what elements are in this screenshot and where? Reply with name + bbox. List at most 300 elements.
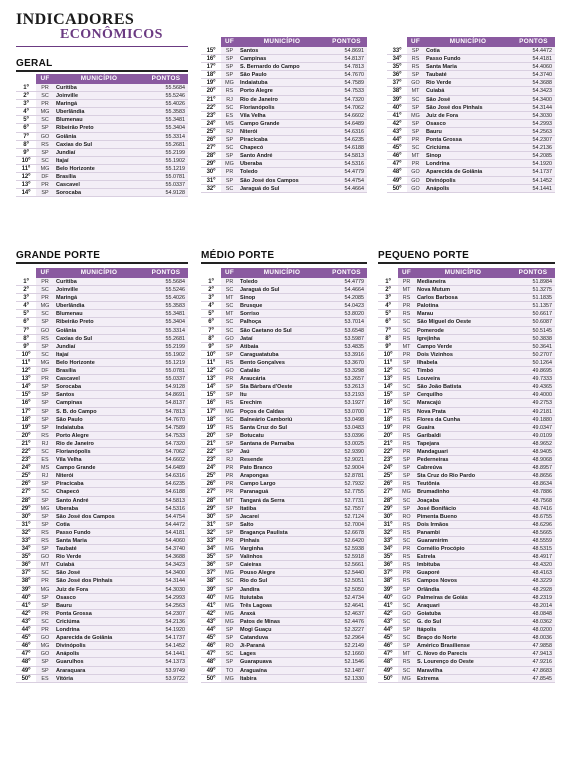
municipio-cell: Osasco <box>424 120 512 127</box>
rank-cell: 6º <box>23 125 29 132</box>
municipio-cell: Vila Velha <box>54 456 144 463</box>
municipio-cell: Passo Fundo <box>424 55 512 62</box>
header-rank <box>201 268 221 278</box>
table-row <box>201 120 367 128</box>
municipio-cell: Curitiba <box>54 84 144 91</box>
municipio-cell: Jundiaí <box>54 149 144 156</box>
header-municipio: MUNICÍPIO <box>238 268 326 278</box>
pontos-cell: 53.4835 <box>326 343 367 350</box>
pontos-cell: 54.8137 <box>326 55 367 62</box>
table-row <box>378 318 555 326</box>
municipio-cell: Estrela <box>415 553 511 560</box>
rank-cell: 37º <box>21 570 31 577</box>
table-row <box>16 391 188 399</box>
rank-cell: 23º <box>206 457 216 464</box>
pontos-cell: 52.5050 <box>326 586 367 593</box>
municipio-cell: São José dos Pinhais <box>424 104 512 111</box>
table-header <box>201 37 367 47</box>
pontos-cell: 54.2136 <box>512 144 555 151</box>
uf-cell: PR <box>398 448 415 455</box>
rank-cell: 36º <box>21 562 31 569</box>
table-row <box>16 667 188 675</box>
pontos-cell: 49.1880 <box>511 416 555 423</box>
rank-cell: 49º <box>206 667 216 674</box>
rank-cell: 17º <box>21 408 31 415</box>
municipio-cell: São Paulo <box>54 416 144 423</box>
municipio-cell: Itatiba <box>238 505 326 512</box>
rank-cell: 26º <box>21 481 31 488</box>
header-municipio: MUNICÍPIO <box>54 74 144 84</box>
table-row <box>387 160 555 168</box>
pontos-cell: 55.3404 <box>144 124 188 131</box>
uf-cell: SP <box>36 497 54 504</box>
pontos-cell: 50.5145 <box>511 327 555 334</box>
uf-cell: ES <box>36 675 54 682</box>
municipio-cell: Paranaguá <box>238 488 326 495</box>
uf-cell: MG <box>36 505 54 512</box>
municipio-cell: S. B. do Campo <box>54 408 144 415</box>
rank-cell: 15º <box>206 48 216 54</box>
pontos-cell: 49.2753 <box>511 399 555 406</box>
rank-cell: 39º <box>392 96 402 103</box>
municipio-cell: Vitória <box>54 675 144 682</box>
uf-cell: SC <box>398 537 415 544</box>
table-row <box>201 359 367 367</box>
rank-cell: 30º <box>21 513 31 520</box>
page-title <box>16 12 163 42</box>
uf-cell: MG <box>398 488 415 495</box>
municipio-cell: Goiânia <box>54 133 144 140</box>
pontos-cell: 52.1660 <box>326 650 367 657</box>
rank-cell: 22º <box>21 448 31 455</box>
table-row <box>201 650 367 658</box>
municipio-cell: Toledo <box>238 278 326 285</box>
municipio-cell: Piracicaba <box>238 136 326 143</box>
uf-cell: RS <box>398 480 415 487</box>
municipio-cell: Maringá <box>54 294 144 301</box>
uf-cell: RS <box>36 537 54 544</box>
rank-cell: 16º <box>206 400 216 407</box>
municipio-cell: Florianópolis <box>238 104 326 111</box>
ranking-table-pequeno <box>378 268 555 683</box>
uf-cell: PR <box>36 375 54 382</box>
rank-cell: 48º <box>21 659 31 666</box>
uf-cell: SP <box>36 602 54 609</box>
pontos-cell: 52.8781 <box>326 472 367 479</box>
table-row <box>201 343 367 351</box>
municipio-cell: São José dos Campos <box>54 513 144 520</box>
pontos-cell: 54.6316 <box>144 472 188 479</box>
uf-cell: PR <box>398 302 415 309</box>
pontos-cell: 53.3670 <box>326 359 367 366</box>
pontos-cell: 52.7557 <box>326 505 367 512</box>
pontos-cell: 52.4734 <box>326 594 367 601</box>
rank-cell: 47º <box>206 651 216 658</box>
pontos-cell: 54.7589 <box>144 424 188 431</box>
uf-cell: PR <box>221 375 238 382</box>
municipio-cell: Campo Grande <box>238 120 326 127</box>
uf-cell: PR <box>221 488 238 495</box>
municipio-cell: Pimenta Bueno <box>415 513 511 520</box>
uf-cell: PR <box>221 537 238 544</box>
municipio-cell: Uberaba <box>54 505 144 512</box>
municipio-cell: Pato Branco <box>238 464 326 471</box>
table-row <box>378 310 555 318</box>
table-row <box>16 351 188 359</box>
rank-cell: 38º <box>206 578 216 585</box>
rank-cell: 5º <box>385 311 391 318</box>
uf-cell: SP <box>398 391 415 398</box>
rank-cell: 43º <box>383 618 393 625</box>
table-header <box>387 37 555 47</box>
municipio-cell: Goiânia <box>54 327 144 334</box>
municipio-cell: Américo Brasiliense <box>415 642 511 649</box>
uf-cell: PR <box>221 278 238 285</box>
rank-cell: 14º <box>21 384 31 391</box>
uf-cell: RS <box>398 553 415 560</box>
table-row <box>201 610 367 618</box>
municipio-cell: Campos Novos <box>415 577 511 584</box>
table-row <box>201 472 367 480</box>
table-row <box>16 141 188 149</box>
pontos-cell: 54.4060 <box>144 537 188 544</box>
pontos-cell: 54.1920 <box>512 160 555 167</box>
municipio-cell: Cotia <box>424 47 512 54</box>
municipio-cell: Divinópolis <box>54 642 144 649</box>
pontos-cell: 54.3740 <box>144 545 188 552</box>
pontos-cell: 49.2181 <box>511 408 555 415</box>
municipio-cell: Bento Gonçalves <box>238 359 326 366</box>
pontos-cell: 54.0423 <box>326 302 367 309</box>
table-row <box>378 610 555 618</box>
table-row <box>16 521 188 529</box>
table-row <box>16 92 188 100</box>
pontos-cell: 48.5665 <box>511 529 555 536</box>
uf-cell: MG <box>398 675 415 682</box>
rank-cell: 35º <box>383 554 393 561</box>
uf-cell: PR <box>36 294 54 301</box>
uf-cell: SP <box>221 55 238 62</box>
rank-cell: 8º <box>23 141 29 148</box>
pontos-cell: 49.4000 <box>511 391 555 398</box>
header-rank <box>201 37 221 47</box>
table-row <box>16 84 188 92</box>
table-row <box>378 626 555 634</box>
rank-cell: 33º <box>392 48 402 54</box>
uf-cell: PR <box>36 626 54 633</box>
uf-cell: SP <box>36 667 54 674</box>
uf-cell: MG <box>36 302 54 309</box>
table-row <box>201 63 367 71</box>
table-row <box>16 658 188 666</box>
table-row <box>16 116 188 124</box>
pontos-cell: 48.5559 <box>511 537 555 544</box>
rank-cell: 17º <box>206 64 216 71</box>
uf-cell: RS <box>398 335 415 342</box>
pontos-cell: 55.5684 <box>144 278 188 285</box>
municipio-cell: Rio Verde <box>424 79 512 86</box>
uf-cell: SP <box>36 658 54 665</box>
rank-cell: 49º <box>383 667 393 674</box>
rank-cell: 49º <box>392 177 402 184</box>
pontos-cell: 54.5813 <box>144 497 188 504</box>
pontos-cell: 53.0700 <box>326 408 367 415</box>
rank-cell: 32º <box>383 529 393 536</box>
pontos-cell: 51.3275 <box>511 286 555 293</box>
table-row <box>387 63 555 71</box>
rank-cell: 30º <box>206 169 216 176</box>
rank-cell: 10º <box>383 351 393 358</box>
rank-cell: 1º <box>23 279 29 285</box>
municipio-cell: São José dos Campos <box>238 177 326 184</box>
pontos-cell: 54.4664 <box>326 185 367 192</box>
municipio-cell: Ituiutaba <box>238 594 326 601</box>
municipio-cell: Guarapuava <box>238 658 326 665</box>
uf-cell: SC <box>36 618 54 625</box>
municipio-cell: Jaraguá do Sul <box>238 185 326 192</box>
uf-cell: PR <box>36 577 54 584</box>
uf-cell: SC <box>407 144 424 151</box>
table-row <box>201 553 367 561</box>
uf-cell: RS <box>398 432 415 439</box>
uf-cell: SP <box>36 318 54 325</box>
pontos-cell: 54.6489 <box>326 120 367 127</box>
table-row <box>201 185 367 193</box>
rank-cell: 50º <box>383 675 393 682</box>
municipio-cell: Dois Vizinhos <box>415 351 511 358</box>
uf-cell: MT <box>407 87 424 94</box>
table-row <box>378 658 555 666</box>
header-municipio: MUNICÍPIO <box>54 268 144 278</box>
uf-cell: SP <box>221 521 238 528</box>
rank-cell: 22º <box>206 448 216 455</box>
pontos-cell: 48.5315 <box>511 545 555 552</box>
rank-cell: 45º <box>21 635 31 642</box>
uf-cell: MS <box>221 120 238 127</box>
uf-cell: MT <box>221 294 238 301</box>
rank-cell: 7º <box>23 133 29 140</box>
uf-cell: MT <box>36 561 54 568</box>
uf-cell: SC <box>221 104 238 111</box>
municipio-cell: Sinop <box>238 294 326 301</box>
pontos-cell: 53.0483 <box>326 424 367 431</box>
rank-cell: 36º <box>383 562 393 569</box>
table-row <box>201 432 367 440</box>
table-row <box>378 383 555 391</box>
pontos-cell: 54.1452 <box>144 642 188 649</box>
rank-cell: 46º <box>383 643 393 650</box>
rank-cell: 46º <box>206 643 216 650</box>
pontos-cell: 54.6188 <box>144 488 188 495</box>
table-row <box>16 529 188 537</box>
table-row <box>378 577 555 585</box>
rank-cell: 22º <box>206 104 216 111</box>
pontos-cell: 52.7124 <box>326 513 367 520</box>
section-rule <box>16 262 188 264</box>
municipio-cell: São José <box>424 96 512 103</box>
uf-cell: SP <box>36 189 54 196</box>
uf-cell: PR <box>36 181 54 188</box>
rank-cell: 12º <box>206 368 216 375</box>
uf-cell: MG <box>221 79 238 86</box>
header-pontos: PONTOS <box>144 268 188 278</box>
rank-cell: 16º <box>21 400 31 407</box>
pontos-cell: 54.6602 <box>326 112 367 119</box>
table-row <box>16 472 188 480</box>
municipio-cell: Atibaia <box>238 343 326 350</box>
pontos-cell: 54.1737 <box>144 634 188 641</box>
rank-cell: 48º <box>392 169 402 176</box>
municipio-cell: Palmeiras de Goiás <box>415 594 511 601</box>
rank-cell: 9º <box>23 343 29 350</box>
municipio-cell: Dois Irmãos <box>415 521 511 528</box>
table-row <box>16 416 188 424</box>
pontos-cell: 54.6235 <box>326 136 367 143</box>
pontos-cell: 54.3144 <box>512 104 555 111</box>
rank-cell: 13º <box>21 182 31 189</box>
pontos-cell: 48.4163 <box>511 569 555 576</box>
uf-cell: GO <box>407 168 424 175</box>
rank-cell: 24º <box>383 465 393 472</box>
table-row <box>201 569 367 577</box>
table-row <box>387 128 555 136</box>
table-row <box>16 100 188 108</box>
section-grande: GRANDE PORTE <box>16 250 101 261</box>
table-row <box>378 675 555 683</box>
table-row <box>378 642 555 650</box>
uf-cell: RS <box>398 577 415 584</box>
pontos-cell: 54.4754 <box>144 513 188 520</box>
municipio-cell: C. Novo do Parecis <box>415 650 511 657</box>
table-row <box>201 488 367 496</box>
uf-cell: SC <box>398 497 415 504</box>
pontos-cell: 54.1441 <box>512 185 555 192</box>
table-row <box>378 456 555 464</box>
rank-cell: 47º <box>392 161 402 168</box>
municipio-cell: Londrina <box>424 160 512 167</box>
table-row <box>201 642 367 650</box>
pontos-cell: 52.5440 <box>326 569 367 576</box>
uf-cell: DF <box>36 367 54 374</box>
table-row <box>201 383 367 391</box>
rank-cell: 35º <box>206 554 216 561</box>
pontos-cell: 54.3400 <box>512 96 555 103</box>
table-row <box>378 408 555 416</box>
uf-cell: RS <box>398 416 415 423</box>
pontos-cell: 49.7333 <box>511 375 555 382</box>
municipio-cell: Itajaí <box>54 351 144 358</box>
table-row <box>16 335 188 343</box>
municipio-cell: Extrema <box>415 675 511 682</box>
pontos-cell: 54.4664 <box>326 286 367 293</box>
rank-cell: 23º <box>21 457 31 464</box>
table-row <box>16 602 188 610</box>
pontos-cell: 53.3298 <box>326 367 367 374</box>
uf-cell: PR <box>398 351 415 358</box>
municipio-cell: São Caetano do Sul <box>238 327 326 334</box>
municipio-cell: Passo Fundo <box>54 529 144 536</box>
uf-cell: SP <box>36 149 54 156</box>
municipio-cell: Jataí <box>238 335 326 342</box>
municipio-cell: Araxá <box>238 610 326 617</box>
municipio-cell: Guaramirim <box>415 537 511 544</box>
rank-cell: 9º <box>23 149 29 156</box>
rank-cell: 27º <box>206 489 216 496</box>
rank-cell: 32º <box>206 185 216 192</box>
municipio-cell: Botucatu <box>238 432 326 439</box>
table-row <box>16 505 188 513</box>
pontos-cell: 47.9216 <box>511 658 555 665</box>
pontos-cell: 54.3740 <box>512 71 555 78</box>
pontos-cell: 54.4472 <box>144 521 188 528</box>
pontos-cell: 54.7813 <box>326 63 367 70</box>
uf-cell: SP <box>398 505 415 512</box>
pontos-cell: 54.8137 <box>144 399 188 406</box>
uf-cell: ES <box>36 456 54 463</box>
rank-cell: 44º <box>21 627 31 634</box>
municipio-cell: Tangará da Serra <box>238 497 326 504</box>
table-row <box>378 472 555 480</box>
pontos-cell: 48.6296 <box>511 521 555 528</box>
table-row <box>387 185 555 193</box>
municipio-cell: Poços de Caldas <box>238 408 326 415</box>
table-row <box>201 448 367 456</box>
uf-cell: SP <box>36 424 54 431</box>
table-header <box>16 268 188 278</box>
pontos-cell: 52.1546 <box>326 658 367 665</box>
uf-cell: DF <box>36 173 54 180</box>
table-row <box>16 399 188 407</box>
pontos-cell: 54.1441 <box>144 650 188 657</box>
pontos-cell: 52.5938 <box>326 545 367 552</box>
pontos-cell: 54.7670 <box>326 71 367 78</box>
uf-cell: MG <box>221 594 238 601</box>
pontos-cell: 55.1902 <box>144 351 188 358</box>
header-uf: UF <box>221 268 238 278</box>
table-row <box>387 47 555 55</box>
table-row <box>378 359 555 367</box>
pontos-cell: 55.0781 <box>144 367 188 374</box>
rank-cell: 41º <box>383 602 393 609</box>
municipio-cell: Igrejinha <box>415 335 511 342</box>
municipio-cell: Cuiabá <box>424 87 512 94</box>
pontos-cell: 54.2563 <box>512 128 555 135</box>
pontos-cell: 53.3916 <box>326 351 367 358</box>
uf-cell: SP <box>221 63 238 70</box>
table-row <box>16 359 188 367</box>
municipio-cell: Timbó <box>415 367 511 374</box>
ranking-table-geral-3 <box>387 37 555 193</box>
uf-cell: PR <box>221 480 238 487</box>
rank-cell: 19º <box>383 424 393 431</box>
uf-cell: SP <box>221 152 238 159</box>
pontos-cell: 50.2707 <box>511 351 555 358</box>
municipio-cell: Itu <box>238 391 326 398</box>
uf-cell: PR <box>407 136 424 143</box>
uf-cell: RJ <box>36 440 54 447</box>
uf-cell: RO <box>398 513 415 520</box>
municipio-cell: Marau <box>415 310 511 317</box>
uf-cell: SP <box>221 351 238 358</box>
municipio-cell: Porto Alegre <box>54 432 144 439</box>
uf-cell: SP <box>407 47 424 54</box>
pontos-cell: 53.2193 <box>326 391 367 398</box>
pontos-cell: 54.7670 <box>144 416 188 423</box>
uf-cell: SP <box>407 104 424 111</box>
table-row <box>16 513 188 521</box>
table-row <box>378 602 555 610</box>
pontos-cell: 55.2681 <box>144 141 188 148</box>
